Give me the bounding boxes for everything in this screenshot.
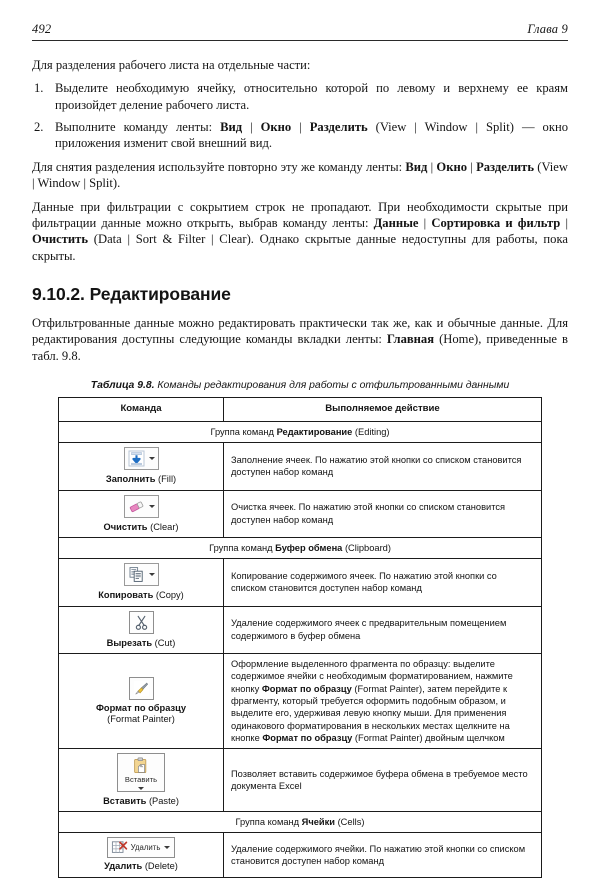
command-cell [59,559,224,606]
delete-button-label: Удалить [130,842,161,852]
command-name-en: (Cut) [152,637,176,648]
chevron-down-icon[interactable] [149,505,155,508]
action-description-cell: Копирование содержимого ячеек. По нажатию этой кнопки со списком становится доступен набор команд [224,559,542,606]
command-name: Очистить [103,521,148,532]
delete-cells-icon [111,839,128,856]
group-label: Группа команд Ячейки (Cells) [59,811,542,832]
action-description-cell: Позволяет вставить содержимое буфера обмена в требуемое место документа Excel [224,749,542,811]
action-description-cell: Удаление содержимого ячеек с предварительным помещением содержимого в буфер обмена [224,606,542,653]
running-head [32,22,568,40]
table-caption-text: Команды редактирования для работы с отфильтрованными данными [154,380,510,392]
command-name-en: (Clear) [147,521,179,532]
intro-paragraph: Для разделения рабочего листа на отдельные части: [32,58,311,72]
command-cell [59,443,224,490]
table-row [59,490,542,537]
table-group-row [59,811,542,832]
commands-table [58,397,542,878]
command-name-en: (Fill) [155,474,177,485]
action-description-cell: Заполнение ячеек. По нажатию этой кнопки со списком становится доступен набор команд [224,443,542,490]
ribbon-button[interactable] [129,677,154,700]
list-item: Выполните команду ленты: Вид | Окно | Разделить (View | Window | Split) — окно приложения изменит свой внешний вид. [55,120,568,151]
command-name: Копировать [98,590,154,601]
ribbon-button[interactable] [129,611,154,634]
fill-icon [128,450,145,467]
command-cell [59,833,224,877]
command-cell [59,606,224,653]
table-row [59,559,542,606]
ribbon-button[interactable] [124,563,159,586]
copy-icon [128,566,145,583]
table-body [59,421,542,877]
list-item: Выделите необходимую ячейку, относительно которой по левому и верхнему ее краям произойдет деление рабочего листа. [55,81,568,112]
column-header-action: Выполняемое действие [224,398,542,422]
table-head [59,398,542,422]
command-name-en: (Format Painter) [107,714,175,725]
command-name-en: (Paste) [146,795,179,806]
table-row [59,749,542,811]
table-row [59,606,542,653]
command-cell [59,490,224,537]
table-caption [32,380,568,391]
paste-button-label: Вставить [124,775,158,785]
table-container [32,397,568,878]
table-header-row [59,398,542,422]
table-group-row [59,537,542,558]
chevron-down-icon[interactable] [149,457,155,460]
format-painter-icon [133,680,150,697]
page-title: 9.10.2. Редактирование [32,283,231,304]
command-name: Вставить [103,795,147,806]
paste-clipboard-icon [132,757,149,774]
table-row [59,443,542,490]
table-caption-label: Таблица 9.8. [90,380,155,392]
cut-scissors-icon [133,614,150,631]
chevron-down-icon[interactable] [138,787,144,790]
command-name-en: (Copy) [153,590,184,601]
action-description-cell: Оформление выделенного фрагмента по образцу: выделите содержимое ячейки с необходимым форматированием, нажмите кнопку Формат по образцу (Format Painter), затем перейдите к фрагменту, который требуется оформить подобным образом, и выделите его, удерживая левую кнопку мыши. Для применения одинакового форматирования в нескольких местах щелкните на кнопке Формат по образцу (Format Painter) двойным щелчком [224,653,542,749]
paragraph-filter-clear: Данные при фильтрации с сокрытием строк не пропадают. При необходимости скрытые при фильтрации данные можно открыть, выбрав команду ленты: Данные | Сортировка и фильтр | Очистить (Data | Sort & Filter | Clear). Однако скрытые данные недоступны для работы, пока скрыты. [32,199,568,263]
header-rule [32,40,568,41]
ribbon-button[interactable] [124,495,159,518]
clear-eraser-icon [128,498,145,515]
action-description-cell: Удаление содержимого ячейки. По нажатию этой кнопки со списком становится доступен набор команд [224,833,542,877]
group-label: Группа команд Редактирование (Editing) [59,421,542,442]
command-cell [59,749,224,811]
command-name-en: (Delete) [142,861,178,872]
command-name: Вырезать [106,637,153,648]
paragraph-unsplit: Для снятия разделения используйте повторно эту же команду ленты: Вид | Окно | Разделить (View | Window | Split). [32,159,568,191]
paste-button[interactable] [117,753,165,791]
delete-button[interactable] [107,837,176,858]
column-header-command: Команда [59,398,224,422]
chapter-title: Глава 9 [527,22,568,36]
command-name: Формат по образцу [96,702,186,713]
steps-list [32,80,568,151]
chevron-down-icon[interactable] [149,573,155,576]
action-description-cell: Очистка ячеек. По нажатию этой кнопки со списком становится доступен набор команд [224,490,542,537]
paragraph-editing-intro: Отфильтрованные данные можно редактировать практически так же, как и обычные данные. Для редактирования доступны следующие команды вкладки ленты: Главная (Home), приведенные в табл. 9.8. [32,315,569,363]
group-label: Группа команд Буфер обмена (Clipboard) [59,537,542,558]
table-row [59,653,542,749]
ribbon-button[interactable] [124,447,159,470]
command-name: Заполнить [105,474,156,485]
table-row [59,833,542,877]
table-group-row [59,421,542,442]
command-name: Удалить [104,861,143,872]
page-folio: 492 [32,22,52,36]
command-cell [59,653,224,749]
